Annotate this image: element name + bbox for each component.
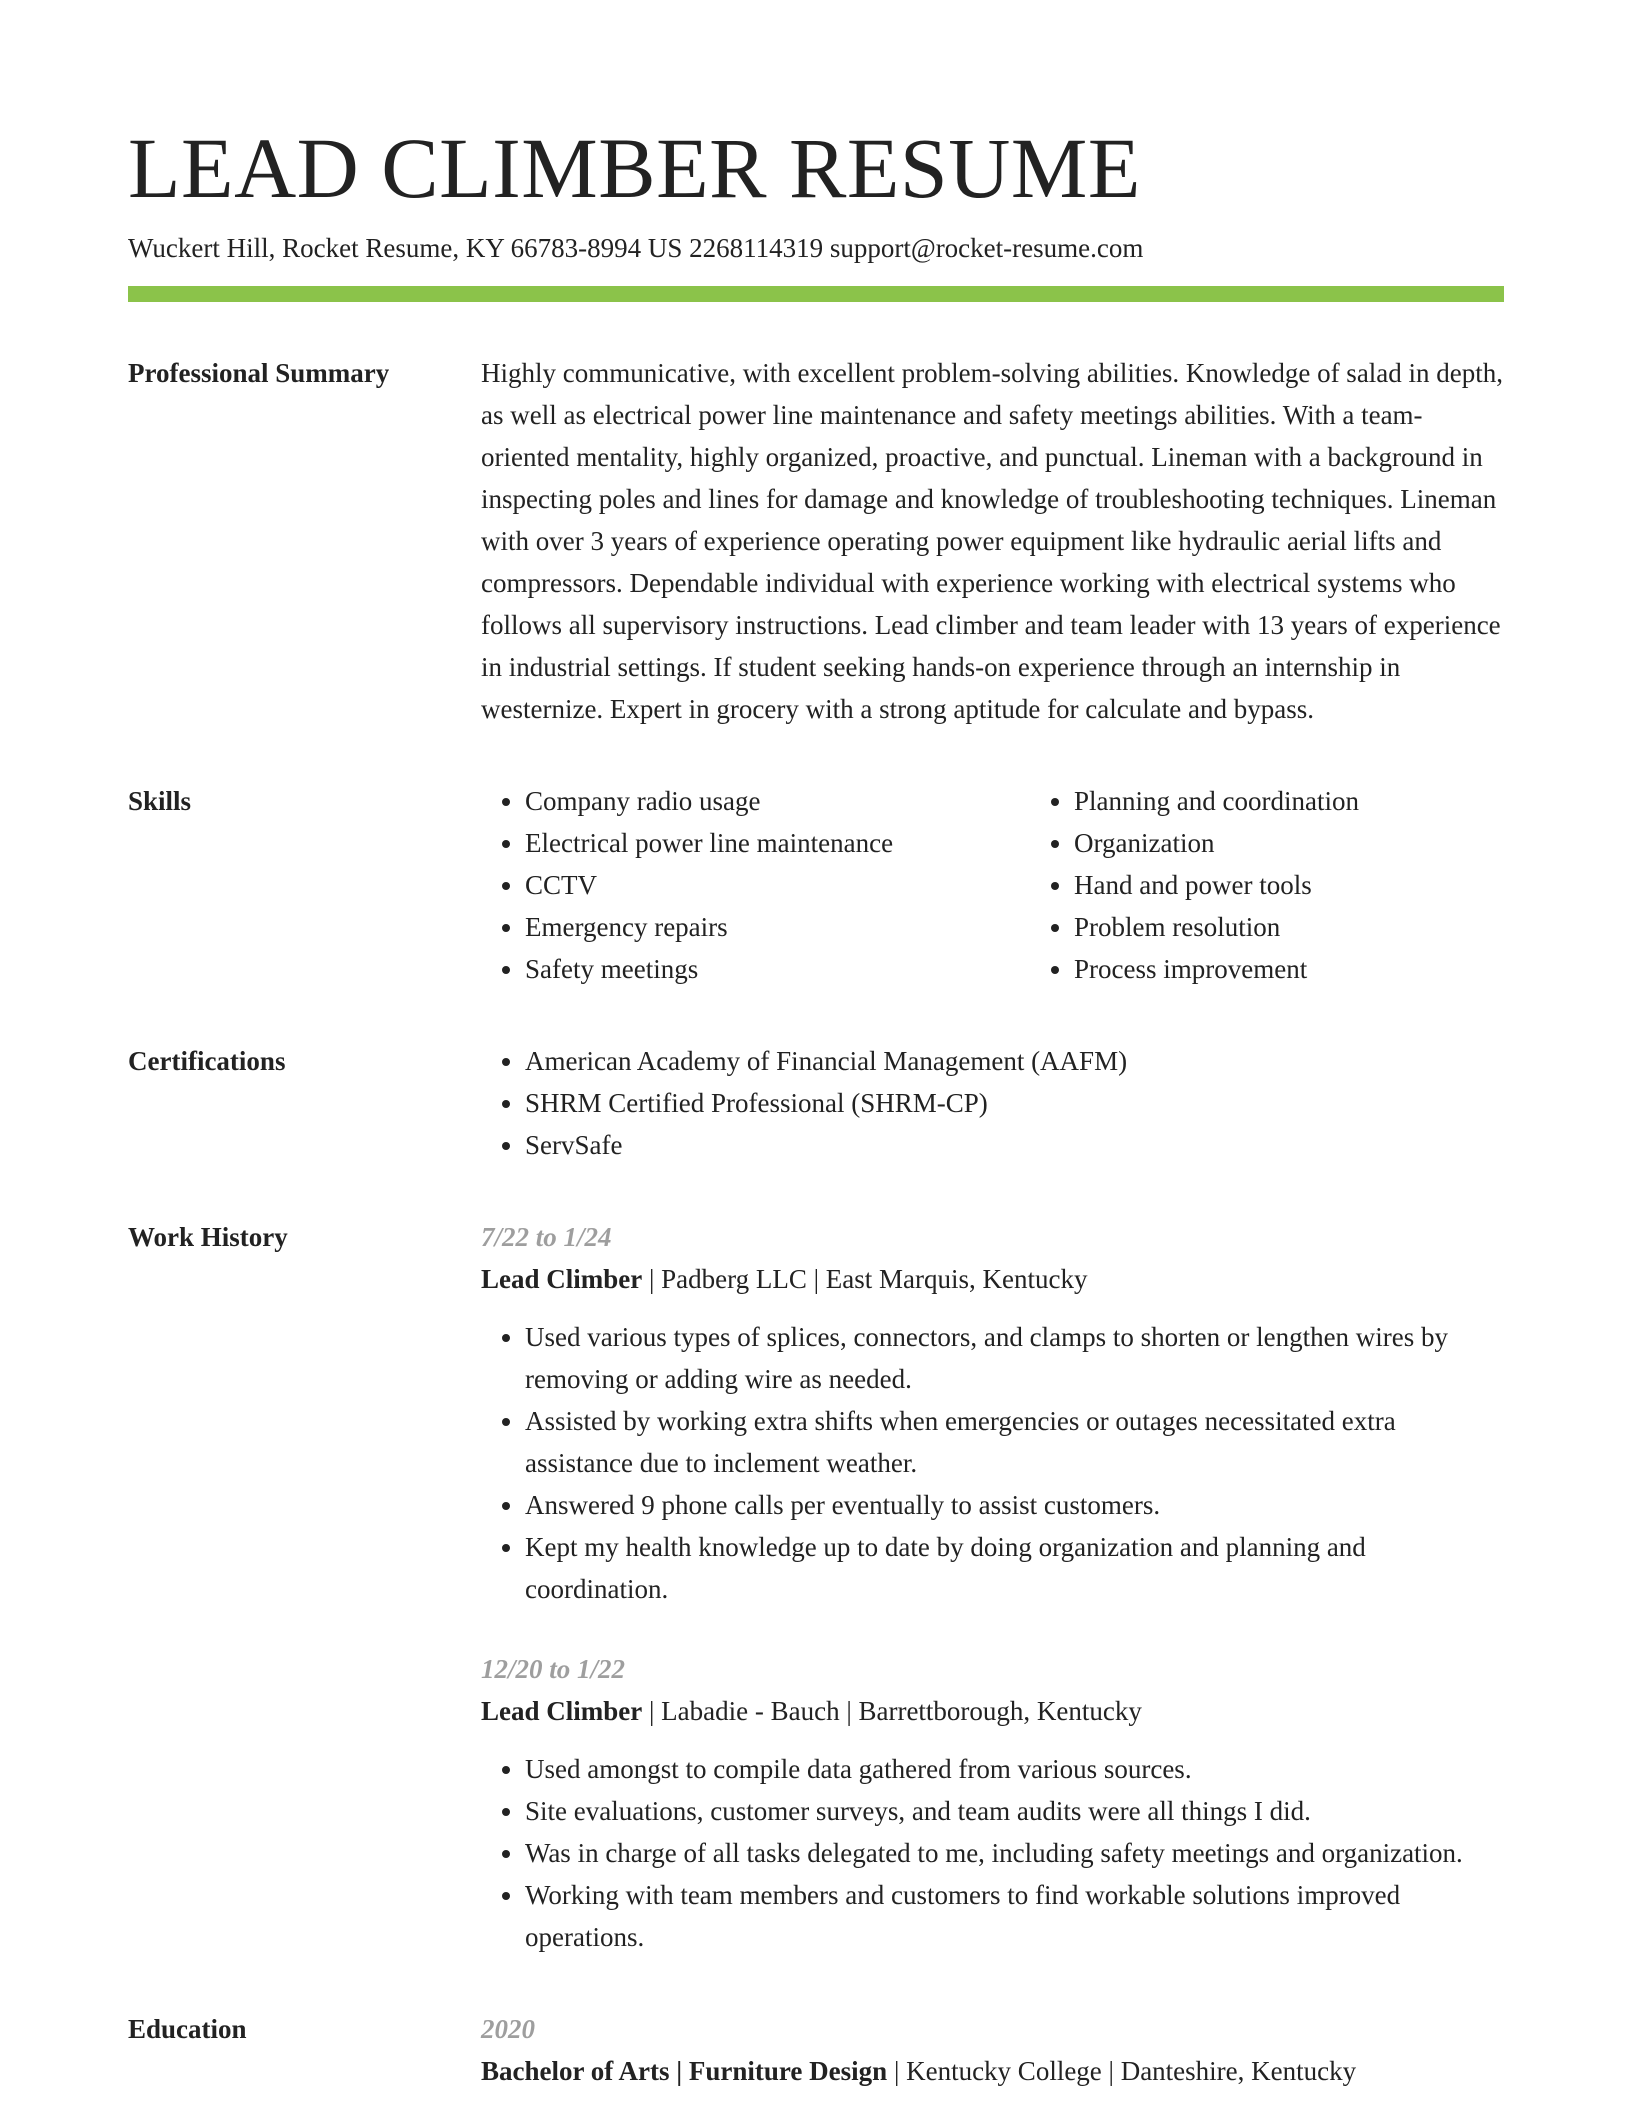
accent-divider bbox=[128, 286, 1504, 302]
job-dates: 12/20 to 1/22 bbox=[481, 1654, 626, 1684]
section-label-education: Education bbox=[128, 2014, 247, 2044]
job-heading bbox=[481, 1258, 1504, 1300]
section-label-work-history: Work History bbox=[128, 1222, 288, 1252]
job-entry bbox=[481, 1216, 1504, 1610]
education-heading bbox=[481, 2050, 1504, 2092]
skills-content bbox=[481, 780, 1504, 990]
skills-list-right bbox=[1030, 780, 1359, 990]
list-item: • Site evaluations, customer surveys, and team audits were all things I did. bbox=[525, 1790, 1504, 1832]
list-item: • Assisted by working extra shifts when emergencies or outages necessitated extra assistance due to inclement weather. bbox=[525, 1400, 1504, 1484]
list-item: • Electrical power line maintenance bbox=[525, 822, 1030, 864]
list-item: • Hand and power tools bbox=[1074, 864, 1359, 906]
job-dates: 7/22 to 1/24 bbox=[481, 1222, 612, 1252]
list-item: • Company radio usage bbox=[525, 780, 1030, 822]
job-entry bbox=[481, 1648, 1504, 1958]
list-item: • Kept my health knowledge up to date by doing organization and planning and coordination. bbox=[525, 1526, 1504, 1610]
list-item: • Problem resolution bbox=[1074, 906, 1359, 948]
list-item: • Was in charge of all tasks delegated to me, including safety meetings and organization. bbox=[525, 1832, 1504, 1874]
list-item: • American Academy of Financial Management (AAFM) bbox=[525, 1040, 1504, 1082]
list-item: • Used various types of splices, connectors, and clamps to shorten or lengthen wires by removing or adding wire as needed. bbox=[525, 1316, 1504, 1400]
list-item: • Used amongst to compile data gathered from various sources. bbox=[525, 1748, 1504, 1790]
list-item: • Process improvement bbox=[1074, 948, 1359, 990]
list-item: • CCTV bbox=[525, 864, 1030, 906]
education-details: | Kentucky College | Danteshire, Kentucky bbox=[887, 2056, 1357, 2086]
summary-section bbox=[128, 352, 1504, 730]
education-year: 2020 bbox=[481, 2014, 535, 2044]
list-item: • Safety meetings bbox=[525, 948, 1030, 990]
section-label-summary: Professional Summary bbox=[128, 358, 390, 388]
work-history-content bbox=[481, 1216, 1504, 1958]
summary-text: Highly communicative, with excellent problem-solving abilities. Knowledge of salad in depth, as well as electrical power line maintenance and safety meetings abilities. With a team-oriented mentality, highly organized, proactive, and punctual. Lineman with a background in inspecting poles and lines for damage and knowledge of troubleshooting techniques. Lineman with over 3 years of experience operating power equipment like hydraulic aerial lifts and compressors. Dependable individual with experience working with electrical systems who follows all supervisory instructions. Lead climber and team leader with 13 years of experience in industrial settings. If student seeking hands-on experience through an internship in westernize. Expert in grocery with a strong aptitude for calculate and bypass. bbox=[481, 358, 1504, 724]
certifications-section bbox=[128, 1040, 1504, 1166]
job-title: Lead Climber bbox=[481, 1264, 643, 1294]
work-history-section bbox=[128, 1216, 1504, 1958]
certifications-content bbox=[481, 1040, 1504, 1166]
job-bullets bbox=[481, 1316, 1504, 1610]
section-label-skills: Skills bbox=[128, 786, 192, 816]
job-details: | Labadie - Bauch | Barrettborough, Kentucky bbox=[642, 1696, 1142, 1726]
certifications-list bbox=[481, 1040, 1504, 1166]
contact-line: Wuckert Hill, Rocket Resume, KY 66783-8994 US 2268114319 support@rocket-resume.com bbox=[128, 233, 1144, 263]
skills-list-left bbox=[481, 780, 1030, 990]
list-item: • Planning and coordination bbox=[1074, 780, 1359, 822]
list-item: • Organization bbox=[1074, 822, 1359, 864]
job-bullets bbox=[481, 1748, 1504, 1958]
list-item: • SHRM Certified Professional (SHRM-CP) bbox=[525, 1082, 1504, 1124]
list-item: • ServSafe bbox=[525, 1124, 1504, 1166]
section-label-certifications: Certifications bbox=[128, 1046, 286, 1076]
education-degree: Bachelor of Arts | Furniture Design bbox=[481, 2056, 888, 2086]
list-item: • Working with team members and customers to find workable solutions improved operations. bbox=[525, 1874, 1504, 1958]
job-details: | Padberg LLC | East Marquis, Kentucky bbox=[642, 1264, 1088, 1294]
education-section bbox=[128, 2008, 1504, 2092]
skills-section bbox=[128, 780, 1504, 990]
list-item: • Emergency repairs bbox=[525, 906, 1030, 948]
list-item: • Answered 9 phone calls per eventually to assist customers. bbox=[525, 1484, 1504, 1526]
summary-content bbox=[481, 352, 1504, 730]
education-content bbox=[481, 2008, 1504, 2092]
job-heading bbox=[481, 1690, 1504, 1732]
job-title: Lead Climber bbox=[481, 1696, 643, 1726]
resume-title: LEAD CLIMBER RESUME bbox=[128, 120, 1141, 216]
